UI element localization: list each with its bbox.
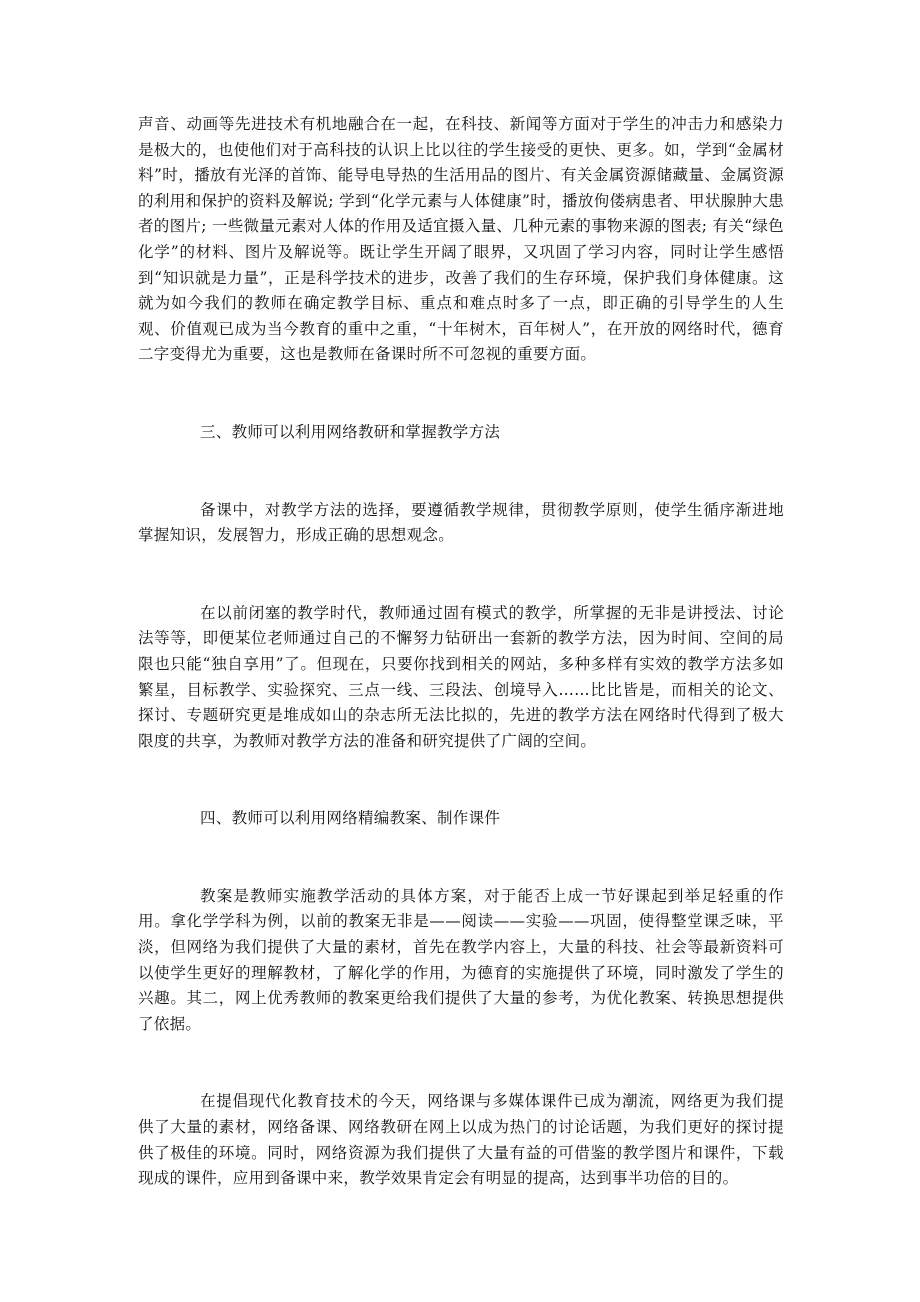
paragraph-teaching-method-sharing: 在以前闭塞的教学时代，教师通过固有模式的教学，所掌握的无非是讲授法、讨论法等等，即便某位老师通过自己的不懈努力钻研出一套新的教学方法，因为时间、空间的局限也只能“独自享用”了。但现在，只要你找到相关的网站，多种多样有实效的教学方法多如繁星，目标教学、实验探究、三点一线、三段法、创境导入……比比皆是，而相关的论文、探讨、专题研究更是堆成如山的杂志所无法比拟的，先进的教学方法在网络时代得到了极大限度的共享，为教师对教学方法的准备和研究提供了广阔的空间。 bbox=[138, 603, 784, 750]
document-page bbox=[138, 112, 784, 1192]
paragraph-courseware: 在提倡现代化教育技术的今天，网络课与多媒体课件已成为潮流，网络更为我们提供了大量的素材，网络备课、网络教研在网上以成为热门的讨论话题，为我们更好的探讨提供了极佳的环境。同时，网络资源为我们提供了大量有益的可借鉴的教学图片和课件，下载现成的课件，应用到备课中来，教学效果肯定会有明显的提高，达到事半功倍的目的。 bbox=[138, 1092, 784, 1188]
paragraph-lesson-plan: 教案是教师实施教学活动的具体方案，对于能否上成一节好课起到举足轻重的作用。拿化学学科为例，以前的教案无非是——阅读——实验——巩固，使得整堂课乏味，平淡，但网络为我们提供了大量的素材，首先在教学内容上，大量的科技、社会等最新资料可以使学生更好的理解教材，了解化学的作用，为德育的实施提供了环境，同时激发了学生的兴趣。其二，网上优秀教师的教案更给我们提供了大量的参考，为优化教案、转换思想提供了依据。 bbox=[138, 886, 784, 1033]
paragraph-teaching-method-choice: 备课中，对教学方法的选择，要遵循教学规律，贯彻教学原则，使学生循序渐进地掌握知识，发展智力，形成正确的思想观念。 bbox=[138, 500, 784, 545]
section-heading-3: 三、教师可以利用网络教研和掌握教学方法 bbox=[200, 422, 501, 441]
paragraph-multimedia-examples: 声音、动画等先进技术有机地融合在一起，在科技、新闻等方面对于学生的冲击力和感染力是极大的，也使他们对于高科技的认识上比以往的学生接受的更快、更多。如，学到“金属材料”时，播放有光泽的首饰、能导电导热的生活用品的图片、有关金属资源储藏量、金属资源的利用和保护的资料及解说; 学到“化学元素与人体健康”时，播放佝偻病患者、甲状腺肿大患者的图片; 一些微量元素对人体的作用及适宜摄入量、几种元素的事物来源的图表; 有关“绿色化学”的材料、图片及解说等。既让学生开阔了眼界，又巩固了学习内容，同时让学生感悟到“知识就是力量”，正是科学技术的进步，改善了我们的生存环境，保护我们身体健康。这就为如今我们的教师在确定教学目标、重点和难点时多了一点，即正确的引导学生的人生观、价值观已成为当今教育的重中之重，“十年树木，百年树人”，在开放的网络时代，德育二字变得尤为重要，这也是教师在备课时所不可忽视的重要方面。 bbox=[138, 115, 784, 364]
section-heading-4: 四、教师可以利用网络精编教案、制作课件 bbox=[200, 809, 501, 828]
